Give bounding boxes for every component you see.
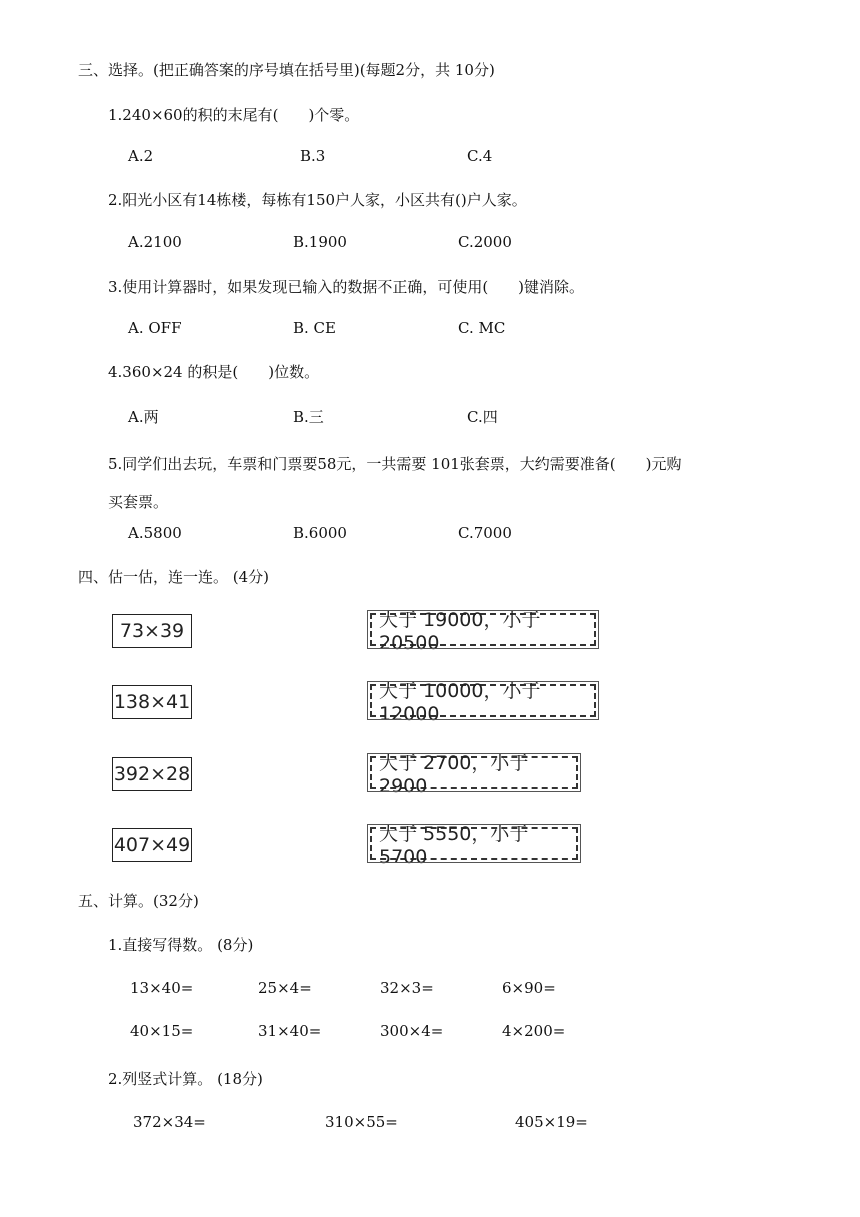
- question-1-option-c: C.4: [467, 147, 493, 165]
- question-5-text-continued: 买套票。: [108, 493, 169, 511]
- section-3-title: 三、选择。(把正确答案的序号填在括号里)(每题2分，共 10分): [78, 61, 495, 79]
- question-5-text: 5.同学们出去玩，车票和门票要58元，一共需要 101张套票，大约需要准备( )元购: [108, 455, 682, 473]
- oral-calc-2: 25×4=: [258, 979, 312, 997]
- question-4-option-c: C.四: [467, 408, 498, 426]
- range-box-1: 大于 19000，小于 20500: [370, 613, 596, 646]
- expression-box-1: 73×39: [112, 614, 192, 648]
- oral-calc-8: 4×200=: [502, 1022, 566, 1040]
- question-2-option-b: B.1900: [293, 233, 347, 251]
- vertical-calc-3: 405×19=: [515, 1113, 588, 1131]
- oral-calc-7: 300×4=: [380, 1022, 444, 1040]
- expression-box-3: 392×28: [112, 757, 192, 791]
- part-2-title: 2.列竖式计算。 (18分): [108, 1070, 263, 1088]
- expression-box-4: 407×49: [112, 828, 192, 862]
- question-5-option-c: C.7000: [458, 524, 512, 542]
- oral-calc-5: 40×15=: [130, 1022, 194, 1040]
- question-5-option-b: B.6000: [293, 524, 347, 542]
- range-box-3: 大于 2700，小于 2900: [370, 756, 578, 789]
- oral-calc-6: 31×40=: [258, 1022, 322, 1040]
- section-5-title: 五、计算。(32分): [78, 892, 199, 910]
- question-4-option-b: B.三: [293, 408, 324, 426]
- question-4-text: 4.360×24 的积是( )位数。: [108, 363, 320, 381]
- question-3-text: 3.使用计算器时，如果发现已输入的数据不正确，可使用( )键消除。: [108, 278, 585, 296]
- vertical-calc-2: 310×55=: [325, 1113, 398, 1131]
- question-1-option-a: A.2: [128, 147, 154, 165]
- oral-calc-1: 13×40=: [130, 979, 194, 997]
- question-2-option-a: A.2100: [128, 233, 182, 251]
- expression-box-2: 138×41: [112, 685, 192, 719]
- section-4-title: 四、估一估，连一连。 (4分): [78, 568, 270, 586]
- question-2-text: 2.阳光小区有14栋楼，每栋有150户人家，小区共有()户人家。: [108, 191, 527, 209]
- question-2-option-c: C.2000: [458, 233, 512, 251]
- range-box-2: 大于 10000，小于 12000: [370, 684, 596, 717]
- question-5-option-a: A.5800: [128, 524, 182, 542]
- question-1-text: 1.240×60的积的末尾有( )个零。: [108, 106, 360, 124]
- question-4-option-a: A.两: [128, 408, 159, 426]
- question-3-option-b: B. CE: [293, 319, 336, 337]
- question-1-option-b: B.3: [300, 147, 326, 165]
- vertical-calc-1: 372×34=: [133, 1113, 206, 1131]
- range-box-4: 大于 5550，小于 5700: [370, 827, 578, 860]
- question-3-option-a: A. OFF: [128, 319, 182, 337]
- oral-calc-4: 6×90=: [502, 979, 556, 997]
- part-1-title: 1.直接写得数。 (8分): [108, 936, 254, 954]
- oral-calc-3: 32×3=: [380, 979, 434, 997]
- question-3-option-c: C. MC: [458, 319, 506, 337]
